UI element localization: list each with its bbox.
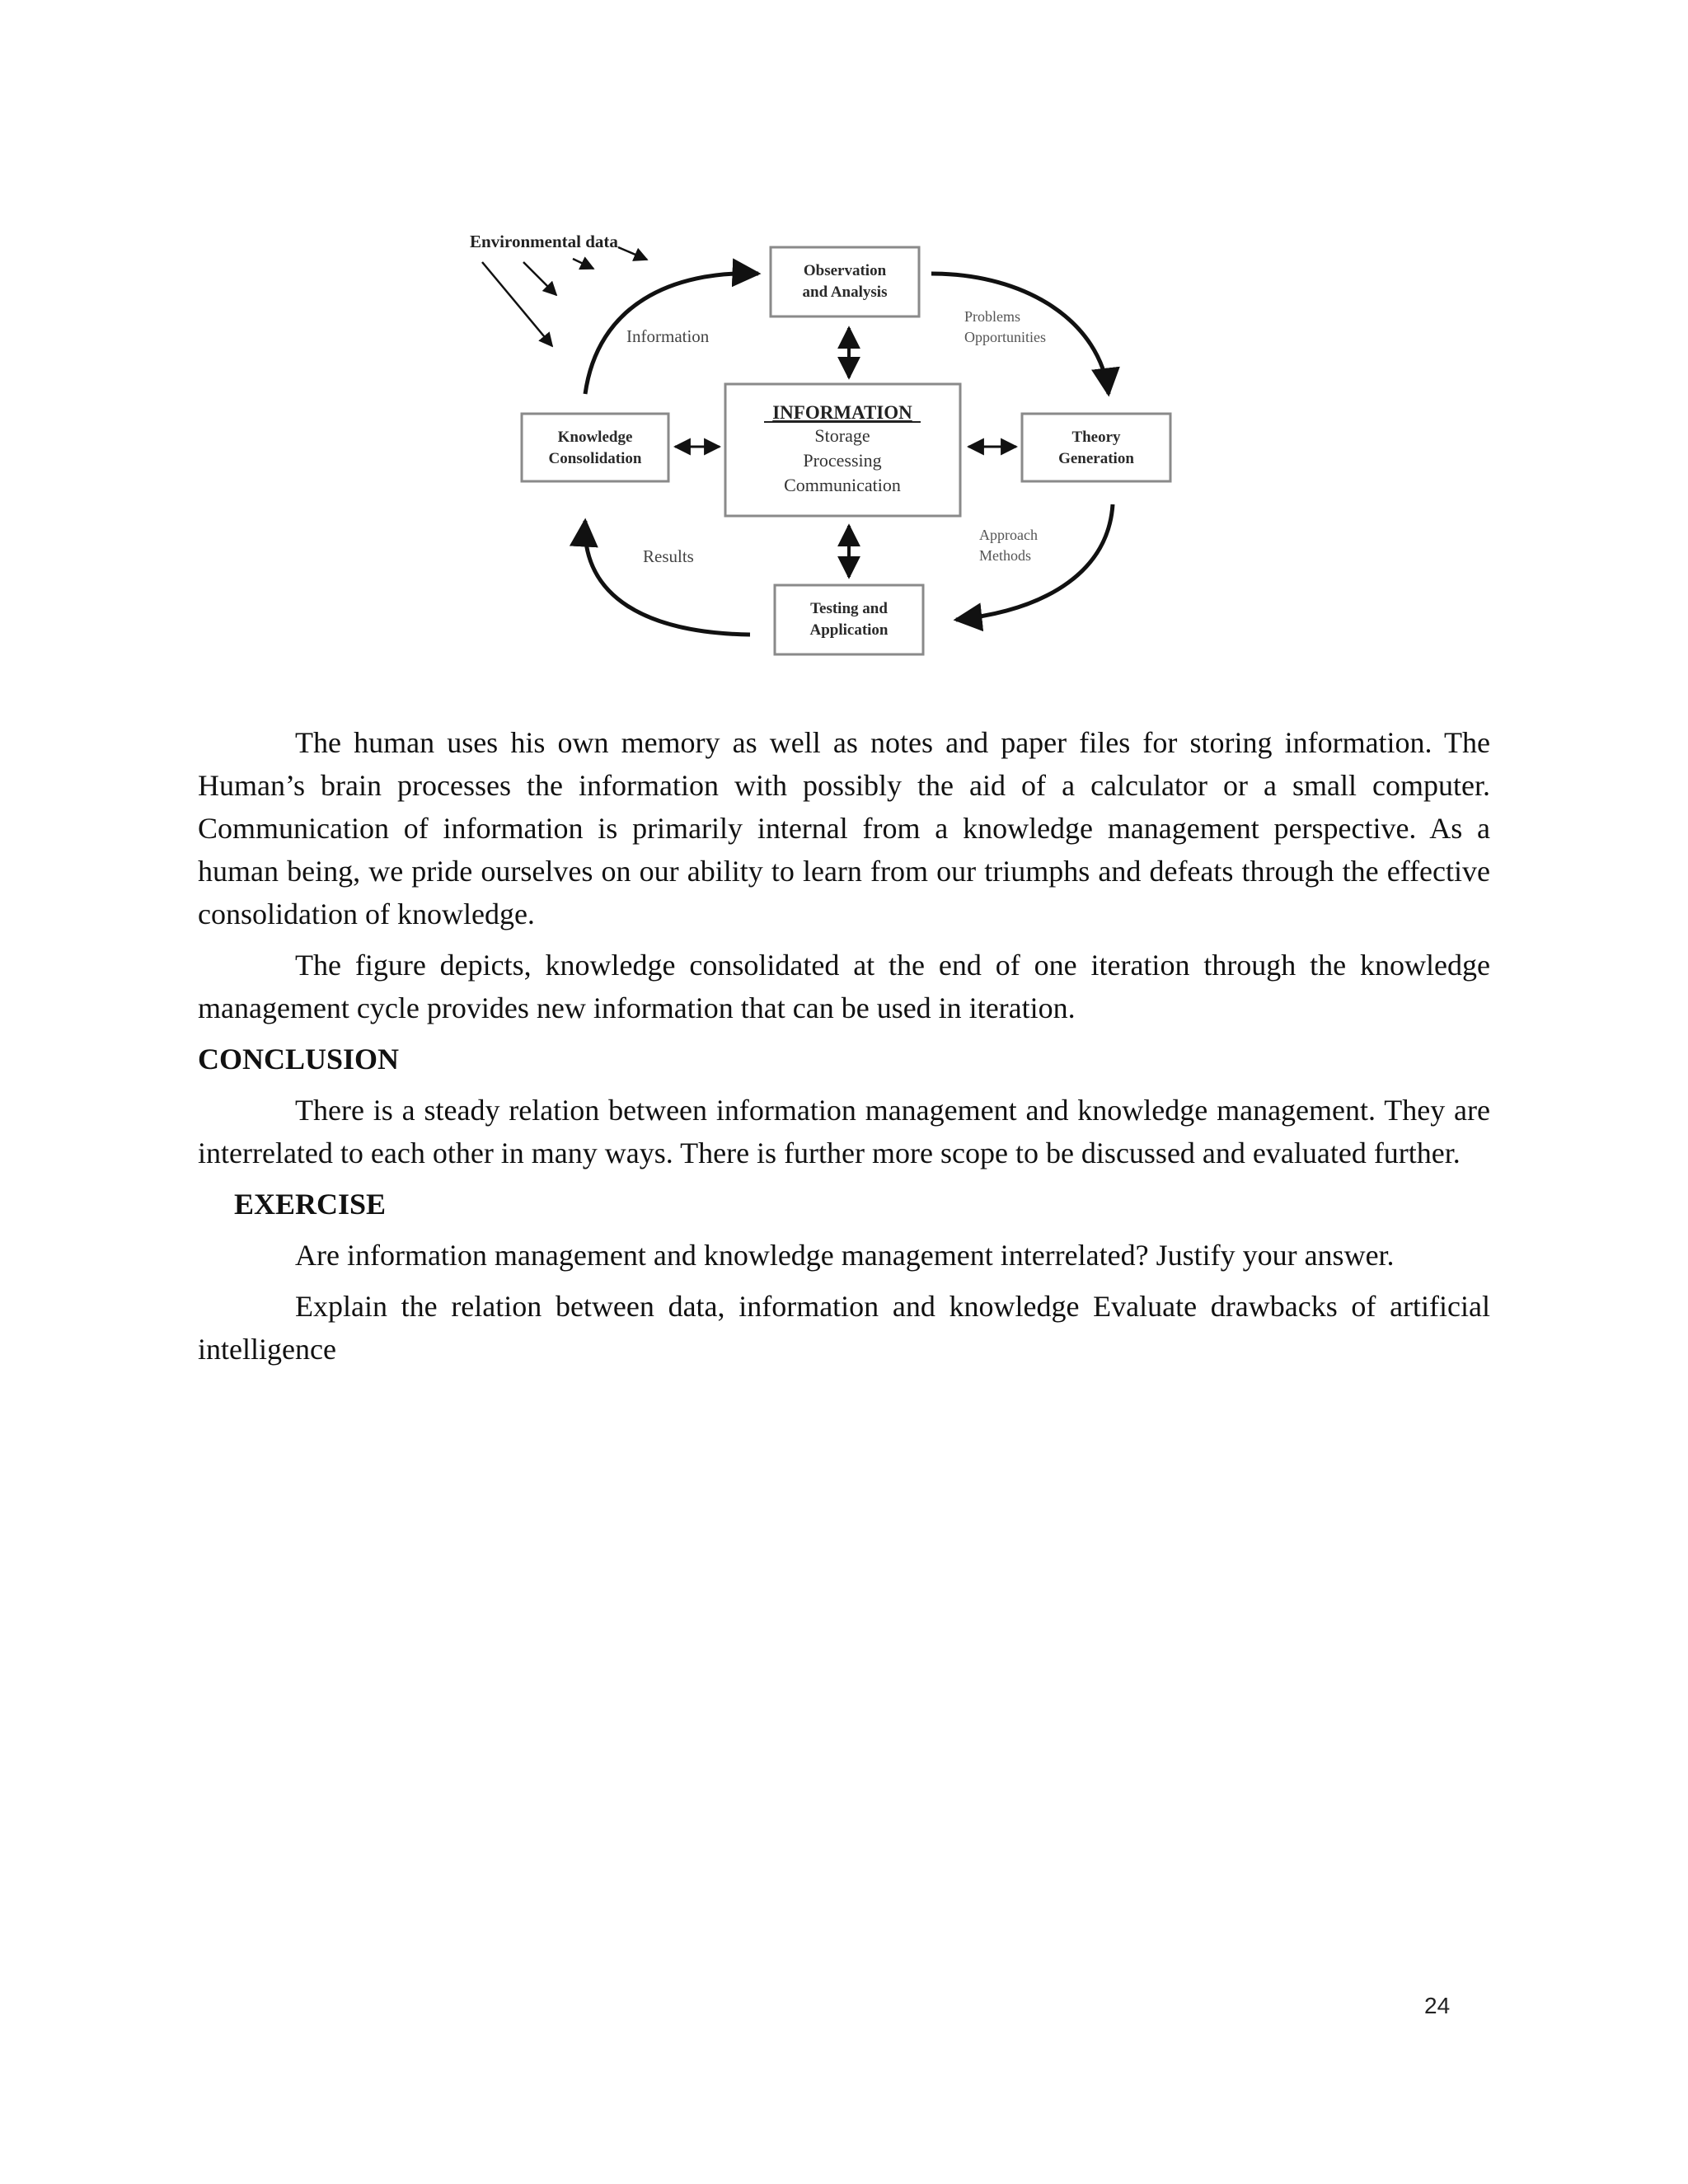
flow-label-information: Information (626, 326, 710, 346)
knowledge-label-1: Knowledge (557, 429, 633, 446)
env-arrow-4 (618, 247, 647, 260)
page-number: 24 (1424, 1993, 1451, 2018)
observation-label-2: and Analysis (802, 284, 888, 301)
testing-label-1: Testing and (810, 600, 888, 617)
env-arrow-2 (523, 262, 556, 295)
observation-label-1: Observation (803, 262, 887, 279)
paragraph-exercise-question-2: Explain the relation between data, information and knowledge Evaluate drawbacks of artificial intelligence (198, 1290, 1490, 1366)
paragraph-exercise-question-1: Are information management and knowledge management interrelated? Justify your answer. (295, 1239, 1395, 1272)
flow-label-methods: Methods (979, 547, 1031, 564)
information-title: INFORMATION (772, 402, 912, 423)
testing-application-box (775, 585, 923, 654)
observation-box (771, 247, 919, 316)
theory-generation-box (1022, 414, 1170, 481)
environmental-data-label: Environmental data (470, 232, 618, 251)
testing-label-2: Application (809, 621, 889, 639)
paragraph-conclusion: There is a steady relation between information management and knowledge management. They are interrelated to each other in many ways. There is further more scope to be discussed and evaluated further. (198, 1094, 1490, 1169)
flow-label-results: Results (643, 546, 694, 566)
knowledge-label-2: Consolidation (548, 450, 642, 467)
center-line-storage: Storage (814, 425, 870, 446)
knowledge-cycle-diagram (457, 223, 1199, 668)
center-line-communication: Communication (784, 475, 901, 495)
paragraph-human-memory: The human uses his own memory as well as notes and paper files for storing information. The Human’s brain processes the information with possibly the aid of a calculator or a small computer. Communication of information is primarily internal from a knowledge management perspective. As a human being, we pride ourselves on our ability to learn from our triumphs and defeats through the effective consolidation of knowledge. (198, 726, 1490, 930)
conclusion-heading: CONCLUSION (198, 1043, 400, 1076)
paragraph-figure-depicts: The figure depicts, knowledge consolidated at the end of one iteration through the knowledge management cycle provides new information that can be used in iteration. (198, 949, 1490, 1024)
center-line-processing: Processing (803, 450, 882, 471)
flow-label-approach: Approach (979, 527, 1038, 543)
flow-label-opportunities: Opportunities (964, 329, 1046, 345)
theory-label-2: Generation (1058, 450, 1134, 467)
exercise-heading: EXERCISE (234, 1188, 387, 1221)
information-center-box (725, 384, 960, 516)
theory-label-1: Theory (1071, 429, 1121, 446)
flow-label-problems: Problems (964, 308, 1021, 325)
text-body (198, 721, 1490, 1379)
env-arrow-1 (482, 262, 552, 346)
env-arrow-3 (573, 259, 593, 269)
curve-testing-to-knowledge (585, 521, 750, 635)
knowledge-consolidation-box (522, 414, 668, 481)
